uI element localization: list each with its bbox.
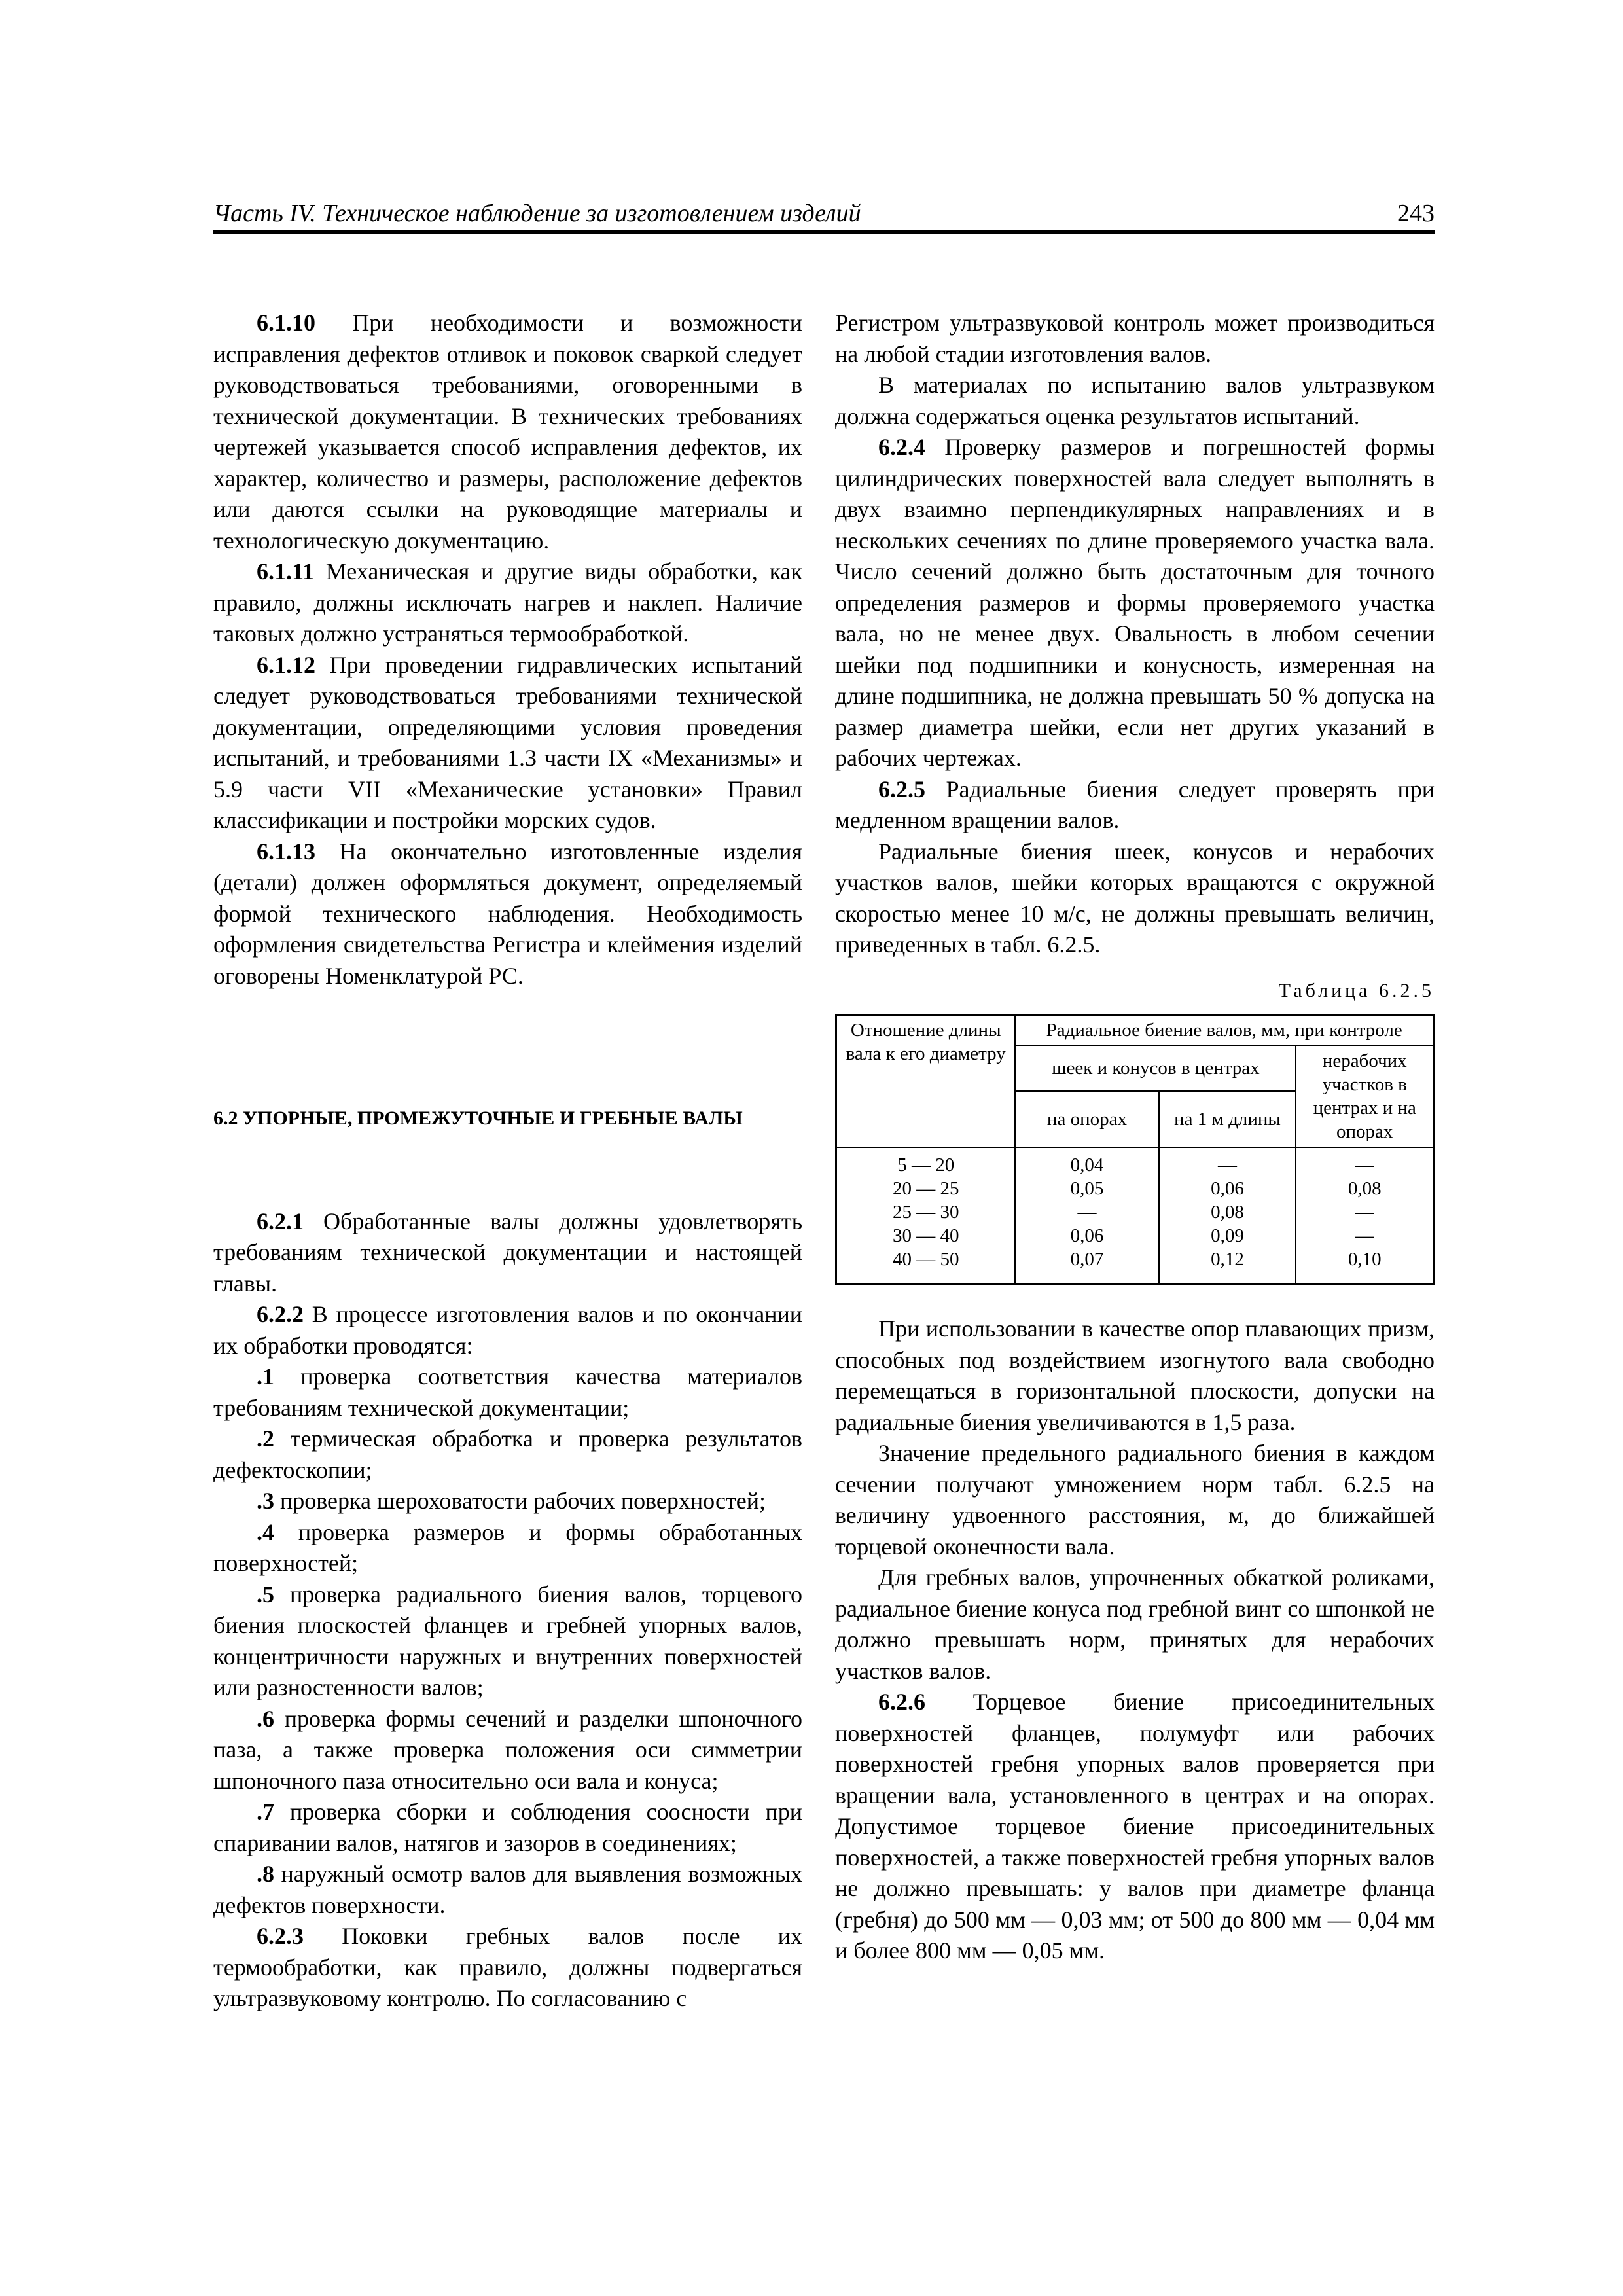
- clause-number: 6.1.13: [257, 838, 315, 865]
- header-per-m: на 1 м длины: [1159, 1091, 1296, 1147]
- list-item: [213, 1361, 802, 1424]
- paragraph-text: При проведении гидравлических испытаний следует руководствоваться требованиями технической документации, определяющими условия проведения испытаний, и требованиями 1.3 части IX «Механизмы» и 5.9 части VII «Механические установки» Правил классификации и постройки морских судов.: [213, 651, 802, 833]
- item-number: .6: [257, 1705, 274, 1732]
- paragraph-6-2-1: [213, 1206, 802, 1300]
- paragraph-6-1-13: [213, 836, 802, 992]
- paragraph-continuation: Регистром ультразвуковой контроль может производиться на любой стадии изготовления валов.: [835, 310, 1435, 367]
- table-cell: 30 — 40: [892, 1225, 959, 1246]
- list-item: [213, 1704, 802, 1797]
- col-nonwork: [1296, 1147, 1433, 1284]
- running-header: [213, 200, 1435, 229]
- paragraph-limit: Значение предельного радиального биения в каждом сечении получают умножением норм табл. 6.2.5 на величину удвоенного расстояния, м, до ближайшей торцевой оконечности вала.: [835, 1440, 1435, 1560]
- page-number: 243: [1397, 200, 1435, 227]
- paragraph-6-2-3: [213, 1921, 802, 2015]
- table-cell: 0,07: [1070, 1249, 1104, 1270]
- paragraph-text: Поковки гребных валов после их термообработки, как правило, должны подвергаться ультразвуковому контролю. По согласованию с: [213, 1923, 802, 2011]
- list-item: [213, 1859, 802, 1921]
- list-item: [213, 1424, 802, 1486]
- table-cell: 0,04: [1070, 1155, 1104, 1175]
- item-number: .2: [257, 1426, 274, 1452]
- clause-number: 6.1.10: [257, 310, 315, 336]
- table-cell: 0,10: [1347, 1249, 1382, 1270]
- col-ratio: [836, 1147, 1016, 1284]
- item-number: .7: [257, 1799, 274, 1825]
- clause-number: 6.1.11: [257, 558, 315, 584]
- table-cell: 25 — 30: [892, 1202, 959, 1223]
- paragraph-6-2-5: [835, 774, 1435, 836]
- table-cell: —: [1077, 1202, 1097, 1223]
- clause-number: 6.2.6: [878, 1689, 925, 1715]
- paragraph-text: Проверку размеров и погрешностей формы цилиндрических поверхностей вала следует выполнять в двух взаимно перпендикулярных направлениях и в нескольких сечениях по длине проверяемого участка вала. Число сечений должно быть достаточным для точного определения размеров и формы проверяемого участка вала, но не менее двух. Овальность в любом сечении шейки под подшипники и конусность, измеренная на длине подшипника, не должна превышать 50 % допуска на размер диаметра шейки, если нет других указаний в рабочих чертежах.: [835, 434, 1435, 771]
- paragraph-text: При необходимости и возможности исправления дефектов отливок и поковок сваркой следует руководствоваться требованиями, оговоренными в технической документации. В технических требованиях чертежей указывается способ исправления дефектов, их характер, количество и размеры, расположение дефектов или даются ссылки на руководящие материалы и технологическую документацию.: [213, 310, 802, 554]
- table-cell: 0,08: [1211, 1202, 1244, 1223]
- paragraph-text: Обработанные валы должны удовлетворять требованиям технической документации и настоящей главы.: [213, 1208, 802, 1297]
- table-cell: 0,09: [1211, 1225, 1244, 1246]
- paragraph-materials: В материалах по испытанию валов ультразвуком должна содержаться оценка результатов испытаний.: [835, 372, 1435, 429]
- section-title: 6.2 УПОРНЫЕ, ПРОМЕЖУТОЧНЫЕ И ГРЕБНЫЕ ВАЛЫ: [213, 1107, 743, 1129]
- table-body-row: [836, 1147, 1434, 1284]
- table-cell: —: [1217, 1155, 1237, 1175]
- running-header-title: Часть IV. Техническое наблюдение за изготовлением изделий: [213, 200, 861, 227]
- paragraph-6-1-11: [213, 556, 802, 650]
- paragraph-prisms: При использовании в качестве опор плавающих призм, способных под воздействием изогнутого вала свободно перемещаться в горизонтальной плоскости, допуски на радиальные биения увеличиваются в 1,5 раза.: [835, 1316, 1435, 1435]
- paragraph-text: Механическая и другие виды обработки, как правило, должны исключать нагрев и наклеп. Наличие таковых должно устраняться термообработкой.: [213, 558, 802, 647]
- paragraph-6-2-4: [835, 432, 1435, 774]
- header-ratio: Отношение длины вала к его диаметру: [836, 1015, 1016, 1148]
- paragraph-text: Радиальные биения следует проверять при медленном вращении валов.: [835, 776, 1435, 833]
- list-item: [213, 1517, 802, 1579]
- table-header-row: [836, 1015, 1434, 1046]
- table-cell: 0,06: [1070, 1225, 1104, 1246]
- table-cell: —: [1355, 1225, 1374, 1246]
- paragraph-6-1-12: [213, 650, 802, 836]
- right-column: [835, 308, 1435, 1967]
- item-number: .8: [257, 1861, 274, 1887]
- col-per-m: [1159, 1147, 1296, 1284]
- table-cell: 0,12: [1211, 1249, 1244, 1270]
- paragraph-text: На окончательно изготовленные изделия (детали) должен оформляться документ, определяемый формой технического наблюдения. Необходимость оформления свидетельства Регистра и клеймения изделий оговорены Номенклатурой РС.: [213, 838, 802, 989]
- item-text: проверка сборки и соблюдения соосности при спаривании валов, натягов и зазоров в соединениях;: [213, 1799, 802, 1856]
- paragraph-6-2-6: [835, 1687, 1435, 1967]
- table-cell: 5 — 20: [897, 1155, 955, 1175]
- header-radial: Радиальное биение валов, мм, при контроле: [1015, 1015, 1433, 1046]
- paragraph-text: В процессе изготовления валов и по окончании их обработки проводятся:: [213, 1301, 802, 1359]
- clause-number: 6.2.1: [257, 1208, 304, 1234]
- header-nonwork: нерабочих участков в центрах и на опорах: [1296, 1045, 1433, 1147]
- item-text: проверка формы сечений и разделки шпоночного паза, а также проверка положения оси симметрии шпоночного паза относительно оси вала и конуса;: [213, 1705, 802, 1794]
- paragraph-radial: Радиальные биения шеек, конусов и нерабочих участков валов, шейки которых вращаются с окружной скоростью менее 10 м/с, не должны превышать величин, приведенных в табл. 6.2.5.: [835, 838, 1435, 958]
- clause-number: 6.2.3: [257, 1923, 304, 1949]
- clause-number: 6.2.5: [878, 776, 925, 802]
- paragraph-text: Торцевое биение присоединительных поверхностей фланцев, полумуфт или рабочих поверхностей гребня упорных валов проверяется при вращении вала, установленного в центрах и на опорах. Допустимое торцевое биение присоединительных поверхностей, а также поверхностей гребня упорных валов не должно превышать: у валов при диаметре фланца (гребня) до 500 мм — 0,03 мм; от 500 до 800 мм — 0,04 мм и более 800 мм — 0,05 мм.: [835, 1689, 1435, 1964]
- item-number: .4: [257, 1518, 274, 1545]
- table-cell: 0,06: [1211, 1178, 1244, 1199]
- item-text: проверка радиального биения валов, торцевого биения плоскостей фланцев и гребней упорных валов, концентричности наружных и внутренних поверхностей или разностенности валов;: [213, 1581, 802, 1700]
- item-text: наружный осмотр валов для выявления возможных дефектов поверхности.: [213, 1861, 802, 1918]
- table-cell: —: [1355, 1202, 1374, 1223]
- col-supports: [1015, 1147, 1158, 1284]
- item-text: термическая обработка и проверка результатов дефектоскопии;: [213, 1426, 802, 1483]
- clause-number: 6.2.4: [878, 434, 925, 460]
- item-number: .3: [257, 1488, 274, 1514]
- paragraph-6-2-2: [213, 1299, 802, 1361]
- item-text: проверка шероховатости рабочих поверхностей;: [274, 1488, 766, 1514]
- item-text: проверка соответствия качества материалов требованиям технической документации;: [213, 1363, 802, 1421]
- table-caption: Таблица 6.2.5: [1278, 979, 1435, 1001]
- paragraph-rolled: Для гребных валов, упрочненных обкаткой роликами, радиальное биение конуса под гребной винт со шпонкой не должно превышать норм, принятых для нерабочих участков валов.: [835, 1564, 1435, 1684]
- list-item: [213, 1579, 802, 1704]
- item-number: .5: [257, 1581, 274, 1607]
- table-6-2-5: [835, 1014, 1435, 1285]
- table-cell: 20 — 25: [892, 1178, 959, 1199]
- item-text: проверка размеров и формы обработанных поверхностей;: [213, 1518, 802, 1576]
- list-item: [213, 1797, 802, 1859]
- item-number: .1: [257, 1363, 274, 1390]
- list-item: [213, 1486, 802, 1517]
- table-cell: —: [1355, 1155, 1374, 1175]
- clause-number: 6.1.12: [257, 651, 315, 678]
- header-necks: шеек и конусов в центрах: [1015, 1045, 1296, 1091]
- paragraph-6-1-10: [213, 308, 802, 556]
- table-cell: 40 — 50: [892, 1249, 959, 1270]
- header-rule: [213, 230, 1435, 234]
- clause-number: 6.2.2: [257, 1301, 304, 1327]
- left-column: [213, 308, 802, 2015]
- table-cell: 0,08: [1347, 1178, 1382, 1199]
- table-cell: 0,05: [1070, 1178, 1104, 1199]
- header-supports: на опорах: [1015, 1091, 1158, 1147]
